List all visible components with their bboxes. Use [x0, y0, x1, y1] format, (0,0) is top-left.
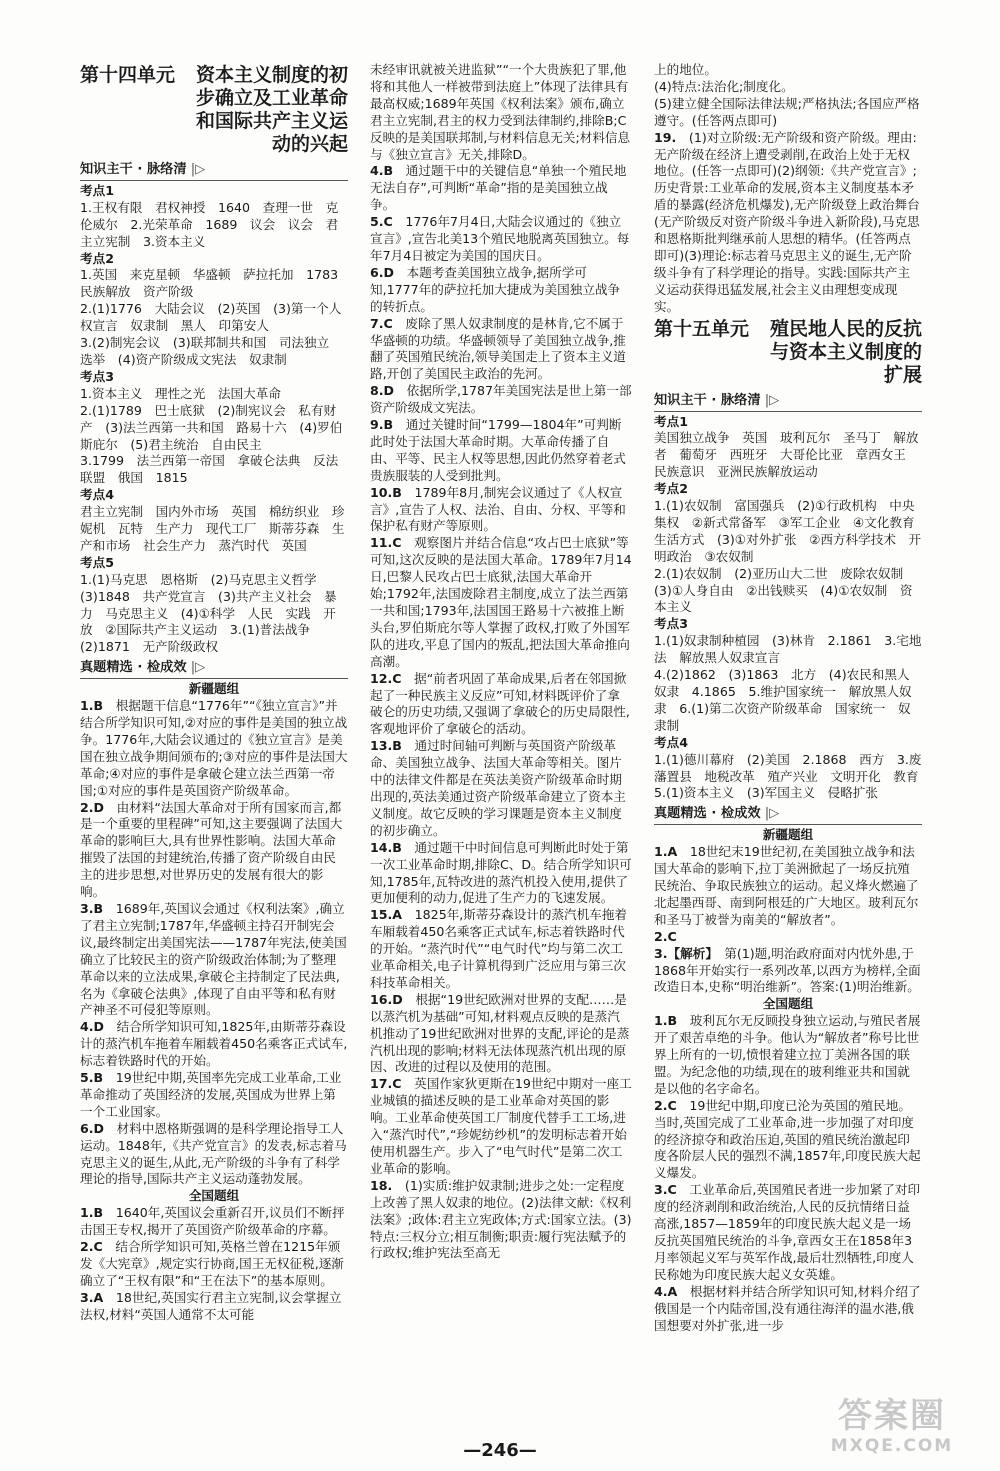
answer-number: 8.D [370, 383, 395, 399]
answer-explanation: 18世纪末19世纪初,在美国独立战争和法国大革命的影响下,拉丁美洲掀起了一场反抗殖民统治、争取民族独立的运动。起义烽火燃遍了北起墨西哥、南到阿根廷的广大地区。玻利瓦尔和圣马丁被誉为南美的“解放者”。 [654, 844, 919, 927]
knowledge-point-label: 考点3 [80, 368, 114, 384]
answer-number: 19. [654, 129, 677, 145]
knowledge-point-label: 考点4 [80, 487, 114, 503]
answer-item [654, 1284, 922, 1335]
answer-number: 18. [370, 1177, 393, 1193]
knowledge-point-label: 考点5 [80, 554, 114, 570]
answer-explanation: 1825年,斯蒂芬森设计的蒸汽机车拖着车厢载着450名乘客正式试车,标志着铁路时代的开始。“蒸汽时代”“电气时代”均与第二次工业革命相关,电子计算机得到广泛应用与第三次科技革命相关。 [370, 907, 628, 990]
content-paragraph: 上的地位。 [654, 62, 717, 77]
answer-number: 6.D [370, 264, 395, 280]
answer-item [80, 1205, 348, 1239]
content-paragraph: 2.(1)1789 巴士底狱 (2)制宪议会 私有财产 (3)法兰西第一共和国 路易十六 (4)罗伯斯庇尔 (5)君主统治 自由民主 [80, 402, 343, 452]
unit-title: 资本主义制度的初步确立及工业革命和国际共产主义运动的兴起 [195, 64, 348, 155]
content-paragraph: 君主立宪制 国内外市场 英国 棉纺织业 珍妮机 瓦特 生产力 现代工厂 斯蒂芬森 生产和市场 社会生产力 蒸汽时代 英国 [80, 504, 345, 553]
answer-explanation: 1776年7月4日,大陆会议通过的《独立宣言》,宣告北美13个殖民地脱离英国独立。每年7月4日被定为美国的国庆日。 [370, 214, 630, 263]
answer-item [80, 1290, 348, 1324]
answer-item [654, 929, 922, 946]
answer-explanation: 1640年,英国议会重新召开,议员们不断抨击国王专权,揭开了英国资产阶级革命的序幕。 [80, 1205, 345, 1238]
answer-number: 15.A [370, 907, 403, 923]
answer-explanation: 18世纪,英国实行君主立宪制,议会掌握立法权,材料“英国人通常不太可能 [80, 1289, 342, 1322]
answer-number: 12.C [370, 670, 402, 686]
answer-explanation: 19世纪中期,英国率先完成工业革命,工业革命推动了英国经济的发展,英国成为世界上第一个工业国家。 [80, 1070, 342, 1119]
answer-explanation: 英国作家狄更斯在19世纪中期对一座工业城镇的描述反映的是工业革命对英国的影响。工业革命使英国工厂制度代替手工工场,进入“蒸汽时代”,“珍妮纺纱机”的发明标志着开始使用机器生产。步入了“电气时代”是第二次工业革命的影响。 [370, 1076, 632, 1176]
content-paragraph: (5)建立健全国际法律法规;严格执法;各国应严格遵守。(任答两点即可) [654, 95, 920, 128]
answer-number: 7.C [370, 315, 393, 331]
answer-item [80, 901, 348, 1019]
answer-explanation: 依据所学,1787年美国宪法是世上第一部资产阶级成文宪法。 [370, 383, 632, 416]
answer-item [370, 907, 632, 992]
answer-explanation: 通过时间轴可判断与英国资产阶级革命、美国独立战争、法国大革命等相关。图片中的法律文件都是在英法美资产阶级革命时期出现的,英法美通过资产阶级革命建立了资本主义制度。故它反映的学习课题是资本主义制度的初步确立。 [370, 738, 626, 838]
answer-number: 16.D [370, 991, 403, 1007]
answer-item [654, 1098, 922, 1183]
answer-explanation: 根据“19世纪欧洲对世界的支配……是以蒸汽机为基础”可知,材料观点反映的是蒸汽机推动了19世纪欧洲对世界的支配,评论的是蒸汽机出现的影响;材料无法体现蒸汽机出现的原因、改进的过程以及使用的范围。 [370, 991, 630, 1075]
answer-number: 1.A [654, 844, 678, 860]
content-paragraph: 1.(1)德川幕府 (2)美国 2.1868 西方 3.废藩置县 地税改革 殖产兴业 文明开化 教育 5.(1)资本主义 (3)军国主义 侵略扩张 [654, 751, 932, 801]
answer-item [654, 844, 922, 929]
section-heading [654, 393, 922, 412]
column-left [80, 62, 351, 1324]
answer-item [370, 417, 632, 485]
answer-number: 2.C [654, 928, 677, 944]
section-arrow-icon: |▷ [760, 806, 780, 822]
content-paragraph: 美国独立战争 英国 玻利瓦尔 圣马丁 解放者 葡萄牙 西班牙 大哥伦比亚 章西女王 民族意识 亚洲民族解放运动 [654, 430, 919, 480]
content-paragraph: 1.资本主义 理性之光 法国大革命 [80, 385, 281, 401]
answer-number: 1.B [80, 698, 104, 714]
answer-item [80, 1239, 348, 1290]
content-paragraph: 3.(2)制宪会议 (3)联邦制共和国 司法独立 选举 (4)资产阶级成文宪法 奴隶制 [80, 335, 342, 367]
section-heading-text: 知识主干 · 脉络清 [80, 162, 187, 177]
section-heading [654, 806, 922, 825]
content-paragraph: 4.(2)1862 (3)1863 北方 (4)农民和黑人奴隶 4.1865 5.维护国家统一 解放黑人奴隶 6.(1)第二次资产阶级革命 国家统一 奴隶制 [654, 667, 912, 733]
content-paragraph: 1.(1)马克思 恩格斯 (2)马克思主义哲学 (3)1848 共产党宣言 (3)共产主义社会 暴力 马克思主义 (4)①科学 人民 实践 开放 ②国际共产主义运动 3.(1)普法战争 (2)1871 无产阶级政权 [80, 571, 337, 655]
answer-explanation: (1)对立阶级:无产阶级和资产阶级。理由:无产阶级在经济上遭受剥削,在政治上处于无权地位。(任答一点即可)(2)纲领:《共产党宣言》;历史背景:工业革命的发展,资本主义制度基本矛盾的暴露(经济危机爆发),无产阶级登上政治舞台(无产阶级反对资产阶级斗争进入新阶段),马克思和恩格斯批判继承前人思想的精华。(任答两点即可)(3)理论:标志着马克思主义的诞生,无产阶级斗争有了科学理论的指导。实践:国际共产主义运动获得迅猛发展,社会主义由理想变成现实。 [654, 129, 920, 314]
answer-number: 9.B [370, 417, 394, 433]
content-paragraph: 2.(1)1776 大陆会议 (2)英国 (3)第一个人权宣言 奴隶制 黑人 印第安人 [80, 301, 342, 334]
section-arrow-icon: |▷ [760, 392, 780, 408]
unit-heading [80, 64, 348, 156]
knowledge-point-label: 考点4 [654, 734, 688, 750]
answer-explanation: 本题考查美国独立战争,据所学可知,1777年的萨拉托加大捷成为美国独立战争的转折点。 [370, 264, 621, 314]
unit-title: 殖民地人民的反抗与资本主义制度的扩展 [769, 317, 922, 386]
answer-number: 4.A [654, 1283, 678, 1299]
content-paragraph: 未经审讯就被关进监狱”“一个大贵族犯了罪,他将和其他人一样被带到法庭上”体现了法律具有最高权威;1689年英国《权利法案》颁布,确立君主立宪制,君主的权力受到法律制约,排除B;C反映的是美国联邦制,与材料信息无关;材料信息与《独立宣言》无关,排除D。 [370, 62, 631, 162]
content-paragraph: 2.(1)农奴制 (2)亚历山大二世 废除农奴制 (3)①人身自由 ②出钱赎买 (4)①农奴制 资本主义 [654, 565, 916, 615]
answer-number: 3.B [80, 900, 104, 916]
column-middle [370, 62, 632, 1262]
answer-item [80, 698, 348, 799]
answer-item [370, 265, 632, 316]
answer-number: 2.C [80, 1239, 103, 1255]
answer-item [370, 383, 632, 417]
answer-item [370, 163, 632, 214]
answer-explanation: 19世纪中期,印度已沦为英国的殖民地。当时,英国完成了工业革命,进一步加强了对印度的经济掠夺和政治压迫,英国的殖民统治激起印度各阶层人民的强烈不满,1857年,印度民族大起义爆发。 [654, 1097, 921, 1181]
content-paragraph: (4)特点:法治化;制度化。 [654, 78, 794, 94]
answer-explanation: (1)实质:维护奴隶制;进步之处:一定程度上改善了黑人奴隶的地位。(2)法律文献:《权利法案》;政体:君主立宪政体;方式:国家立法。(3)特点:三权分立;相互制衡;职责:履行宪法赋予的行政权;维护宪法至高无 [370, 1177, 632, 1261]
section-heading [80, 660, 348, 679]
answer-item [80, 800, 348, 901]
answer-number: 2.C [654, 1097, 677, 1113]
section-heading-text: 知识主干 · 脉络清 [654, 392, 761, 408]
answer-number: 2.D [80, 799, 105, 815]
answer-number: 11.C [370, 535, 402, 551]
answer-item [80, 1121, 348, 1189]
answer-item [370, 1076, 632, 1177]
unit-heading [654, 318, 922, 387]
answer-item [654, 1013, 922, 1098]
section-arrow-icon: |▷ [186, 162, 206, 177]
content-paragraph: 1.英国 来克星顿 华盛顿 萨拉托加 1783 民族解放 资产阶级 [80, 267, 351, 300]
answer-number: 5.B [80, 1070, 104, 1086]
answer-explanation: 1789年8月,制宪会议通过了《人权宣言》,宣告了人权、法治、自由、分权、平等和保护私有财产等原则。 [370, 484, 626, 534]
answer-explanation: 工业革命后,英国殖民者进一步加紧了对印度的经济剥削和政治统治,人民的反抗情绪日益高涨,1857—1859年的印度民族大起义是一场反抗英国殖民统治的斗争,章西女王在1858年3月率领起义军与英军作战,最后壮烈牺牲,印度人民称她为印度民族大起义女英雄。 [654, 1182, 921, 1282]
knowledge-point-label: 考点2 [654, 481, 688, 497]
answer-item [370, 992, 632, 1077]
knowledge-point-label: 考点2 [80, 250, 114, 266]
answer-number: 5.C [370, 214, 393, 230]
watermark-logo [802, 1396, 982, 1464]
answer-number: 3.C [654, 1182, 677, 1198]
answer-explanation: 废除了黑人奴隶制度的是林肯,它不属于华盛顿的功绩。华盛顿领导了美国独立战争,推翻了英国殖民统治,领导美国走上了资本主义道路,开创了美国民主政治的先河。 [370, 315, 626, 382]
answer-explanation: 结合所学知识可知,英格兰曾在1215年颁发《大宪章》,规定实行协商,国王无权征税,逐渐确立了“王权有限”和“王在法下”的基本原则。 [80, 1239, 344, 1288]
answer-item [80, 1019, 348, 1070]
question-group-title: 全国题组 [762, 996, 814, 1012]
page-number: —246— [463, 1440, 537, 1461]
answer-item [370, 1178, 632, 1263]
knowledge-point-label: 考点3 [654, 616, 688, 632]
knowledge-point-label: 考点1 [654, 413, 688, 429]
answer-number: 1.B [80, 1205, 104, 1221]
section-heading-text: 真题精选 · 检成效 [80, 660, 187, 676]
answer-item [80, 1070, 348, 1121]
answer-explanation: 1689年,英国议会通过《权利法案》,确立了君主立宪制;1787年,华盛顿主持召开制宪会议,最终制定出美国宪法——1787年宪法,使美国确立了比较民主的资产阶级政治体制;为了整理革命以来的立法成果,拿破仑主持制定了民法典,名为《拿破仑法典》,体现了自由平等和私有财产神圣不可侵犯等原则。 [80, 900, 347, 1018]
answer-explanation: 结合所学知识可知,1825年,由斯蒂芬森设计的蒸汽机车拖着车厢载着450名乘客正式试车,标志着铁路时代的开始。 [80, 1019, 348, 1069]
answer-item [654, 130, 922, 316]
section-heading [80, 162, 348, 181]
answer-explanation: 据“前者巩固了革命成果,后者在邻国掀起了一种民族主义反应”可知,材料既评价了拿破仑的历史功绩,又强调了拿破仑的历史局限性,客观地评价了拿破仑的活动。 [370, 670, 630, 737]
question-group-title: 新疆题组 [188, 681, 240, 697]
answer-item [370, 535, 632, 670]
answer-number: 10.B [370, 484, 402, 500]
answer-number: 14.B [370, 839, 402, 855]
answer-number: 4.D [80, 1019, 105, 1035]
answer-item [370, 214, 632, 265]
answer-explanation: 观察图片并结合信息“攻占巴士底狱”等可知,这次反映的是法国大革命。1789年7月14日,巴黎人民攻占巴士底狱,法国大革命开始;1792年,法国废除君主制度,成立了法兰西第一共和国;1793年,法国国王路易十六被推上断头台,罗伯斯庇尔等人掌握了政权,打败了外国军队的进攻,平息了国内的叛乱,把法国大革命推向高潮。 [370, 535, 632, 669]
watermark-url: MXQE.COM [830, 1436, 954, 1456]
answer-explanation: 玻利瓦尔无反顾投身独立运动,与殖民者展开了艰苦卓绝的斗争。他认为“解放者”称号比世界上所有的一切,愤恨着建立拉丁美洲各国的联盟。为纪念他的功绩,现在的玻利维亚共和国就是以他的名字命名。 [654, 1013, 921, 1096]
answer-explanation: 通过题干中的关键信息“单独一个殖民地无法自存”,可判断“革命”指的是美国独立战争。 [370, 163, 627, 213]
answer-explanation: 材料中恩格斯强调的是科学理论指导工人运动。1848年,《共产党宣言》的发表,标志着马克思主义的诞生,从此,无产阶级的斗争有了科学理论的指导,国际共产主义运动蓬勃发展。 [80, 1120, 347, 1187]
answer-explanation: 第(1)题,明治政府面对内忧外患,于1868年开始实行一系列改革,以西方为榜样,全面改造日本,史称“明治维新”。答案:(1)明治维新。 [654, 945, 921, 995]
section-heading-text: 真题精选 · 检成效 [654, 806, 761, 822]
answer-item [370, 840, 632, 908]
answer-number: 4.B [370, 163, 394, 179]
answer-item [370, 316, 632, 384]
answer-explanation: 根据题干信息“1776年”“《独立宣言》”并结合所学知识可知,②对应的事件是美国的独立战争。1776年,大陆会议通过的《独立宣言》是美国在独立战争期间颁布的;③对应的事件是法国大革命;④对应的事件是拿破仑建立法兰西第一帝国;①对应的事件是英国资产阶级革命。 [80, 698, 348, 798]
answer-item [370, 671, 632, 739]
answer-number: 3.A [80, 1289, 104, 1305]
answer-item [654, 946, 922, 997]
answer-explanation: 通过题干中时间信息可判断此时处于第一次工业革命时期,排除C、D。结合所学知识可知,1785年,瓦特改进的蒸汽机投入使用,提供了更加便利的动力,促进了生产力的飞速发展。 [370, 839, 632, 906]
content-paragraph: 1.(1)奴隶制种植园 (3)林肯 2.1861 3.宅地法 解放黑人奴隶宣言 [654, 633, 922, 666]
answer-explanation: 通过关键时间“1799—1804年”可判断此时处于法国大革命时期。大革命传播了自由、平等、民主人权等思想,因此仍然穿着老式贵族服装的人受到批判。 [370, 417, 626, 483]
answer-number: 3.【解析】 [654, 945, 712, 961]
knowledge-point-label: 考点1 [80, 182, 114, 198]
content-paragraph: 1.王权有限 君权神授 1640 查理一世 克伦威尔 2.光荣革命 1689 议会 议会 君主立宪制 3.资本主义 [80, 199, 339, 249]
answer-number: 6.D [80, 1120, 105, 1136]
question-group-title: 全国题组 [188, 1188, 240, 1204]
answer-number: 13.B [370, 738, 402, 754]
unit-label: 第十五单元 [654, 317, 750, 340]
content-paragraph: 3.1799 法兰西第一帝国 拿破仑法典 反法联盟 俄国 1815 [80, 453, 339, 486]
answer-explanation: 根据材料并结合所学知识可知,材料介绍了俄国是一个内陆帝国,没有通往海洋的温水港,俄国想要对外扩张,进一步 [654, 1283, 921, 1333]
answer-explanation: 由材料“法国大革命对于所有国家而言,都是一个重要的里程碑”可知,这主要强调了法国大革命的影响巨大,具有世界性影响。法国大革命摧毁了法国的封建统治,传播了资产阶级自由民主的进步思想,对世界历史的发展有很大的影响。 [80, 799, 343, 900]
question-group-title: 新疆题组 [762, 827, 814, 843]
answer-number: 17.C [370, 1076, 402, 1092]
section-arrow-icon: |▷ [186, 660, 206, 676]
unit-label: 第十四单元 [80, 64, 176, 86]
watermark-text: 答案圈 [838, 1396, 946, 1436]
answer-item [370, 738, 632, 839]
answer-number: 1.B [654, 1013, 678, 1029]
column-right [654, 62, 932, 1334]
answer-item [370, 485, 632, 536]
answer-item [654, 1182, 922, 1283]
content-paragraph: 1.(1)农奴制 富国强兵 (2)①行政机构 中央集权 ②新式常备军 ③军工企业 ④文化教育 生活方式 (3)①对外扩张 ②西方科学技术 开明政治 ③农奴制 [654, 498, 928, 564]
